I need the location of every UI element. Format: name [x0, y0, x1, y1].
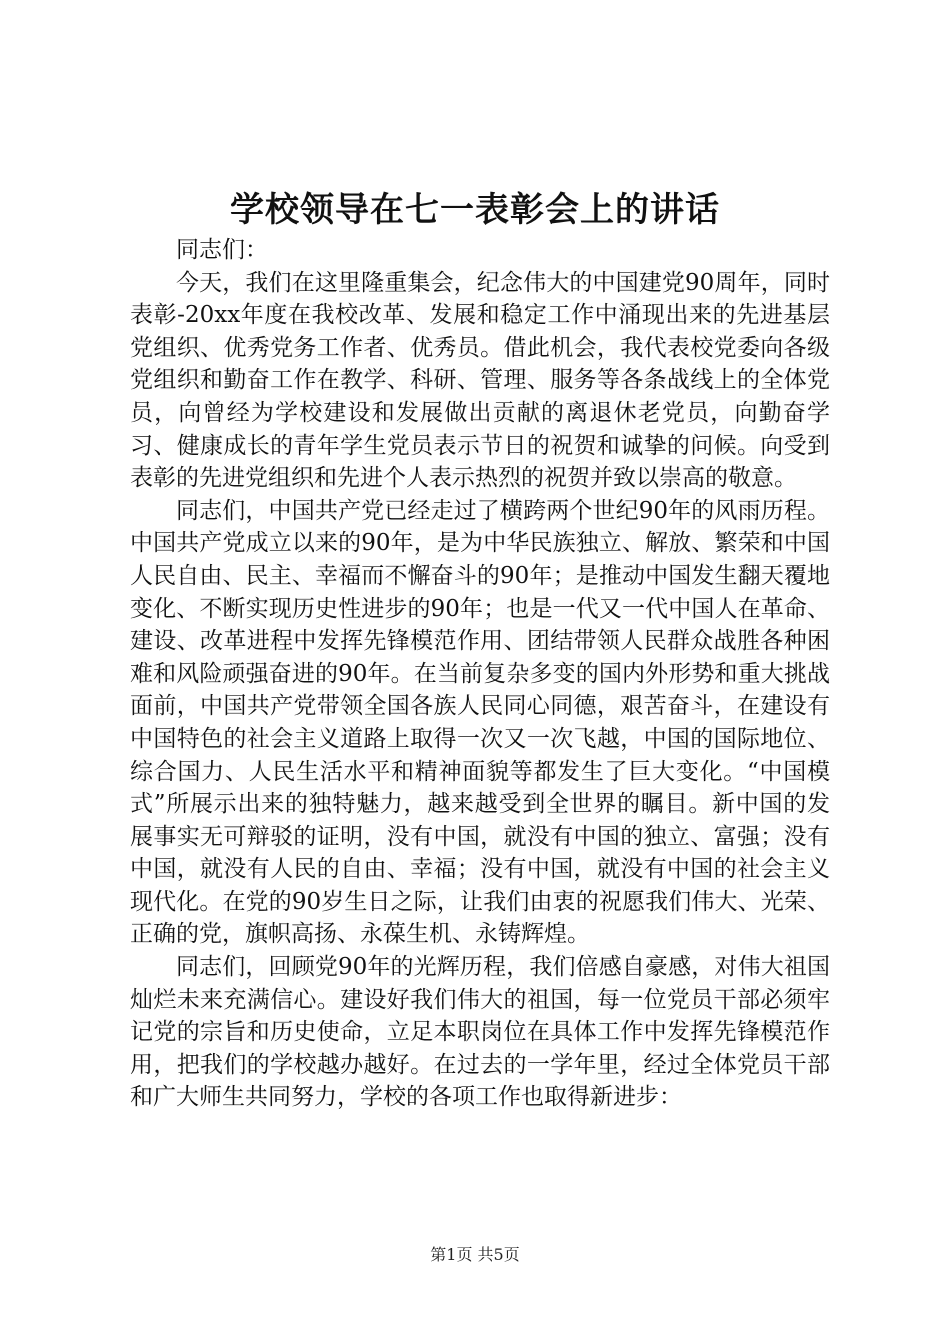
page-number-footer: 第1页 共5页: [430, 1245, 520, 1264]
salutation: 同志们：: [176, 237, 268, 263]
document-title: 学校领导在七一表彰会上的讲话: [230, 190, 720, 230]
paragraph-3: 同志们，回顾党90年的光辉历程，我们倍感自豪感，对伟大祖国灿烂未来充满信心。建设好我们伟大的祖国，每一位党员干部必须牢记党的宗旨和历史使命，立足本职岗位在具体工作中发挥先锋模范作用，把我们的学校越办越好。在过去的一学年里，经过全体党员干部和广大师生共同努力，学校的各项工作也取得新进步：: [130, 954, 830, 1111]
paragraph-1: 今天，我们在这里隆重集会，纪念伟大的中国建党90周年，同时表彰-20xx年度在我校改革、发展和稳定工作中涌现出来的先进基层党组织、优秀党务工作者、优秀员。借此机会，我代表校党委向各级党组织和勤奋工作在教学、科研、管理、服务等各条战线上的全体党员，向曾经为学校建设和发展做出贡献的离退休老党员，向勤奋学习、健康成长的青年学生党员表示节日的祝贺和诚挚的问候。向受到表彰的先进党组织和先进个人表示热烈的祝贺并致以崇高的敬意。: [130, 269, 830, 492]
paragraph-2: 同志们，中国共产党已经走过了横跨两个世纪90年的风雨历程。中国共产党成立以来的90年，是为中华民族独立、解放、繁荣和中国人民自由、民主、幸福而不懈奋斗的90年；是推动中国发生翻天覆地变化、不断实现历史性进步的90年；也是一代又一代中国人在革命、建设、改革进程中发挥先锋模范作用、团结带领人民群众战胜各种困难和风险顽强奋进的90年。在当前复杂多变的国内外形势和重大挑战面前，中国共产党带领全国各族人民同心同德，艰苦奋斗，在建设有中国特色的社会主义道路上取得一次又一次飞越，中国的国际地位、综合国力、人民生活水平和精神面貌等都发生了巨大变化。“中国模式”所展示出来的独特魅力，越来越受到全世界的瞩目。新中国的发展事实无可辩驳的证明，没有中国，就没有中国的独立、富强；没有中国，就没有人民的自由、幸福；没有中国，就没有中国的社会主义现代化。在党的90岁生日之际，让我们由衷的祝愿我们伟大、光荣、正确的党，旗帜高扬、永葆生机、永铸辉煌。: [130, 497, 830, 948]
document-body: [130, 234, 830, 1114]
